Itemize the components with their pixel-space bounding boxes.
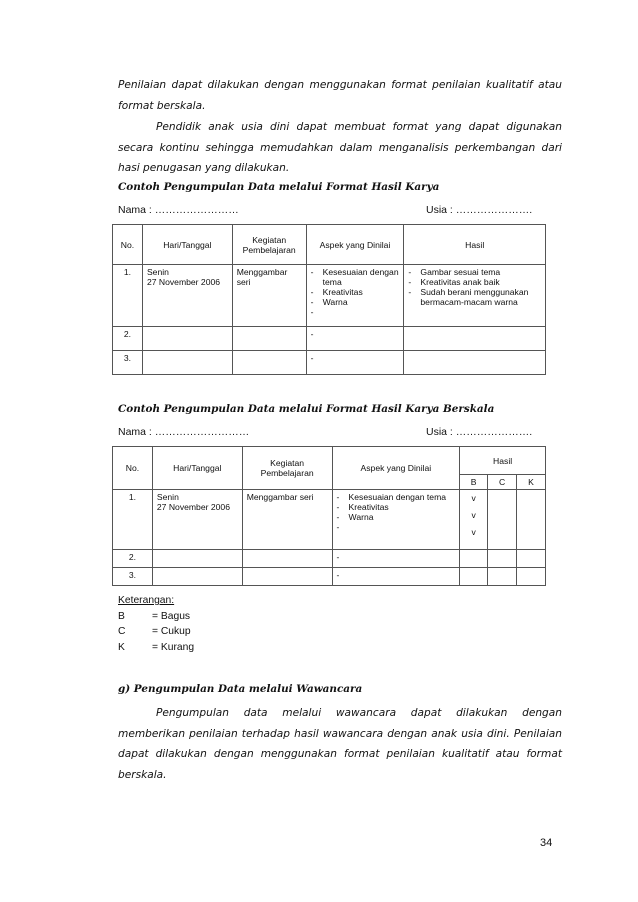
row-aspek	[306, 265, 404, 327]
format-berskala-table	[112, 446, 546, 586]
row-hari: Senin	[156, 492, 179, 502]
row-kegiatan: Menggambar seri	[242, 490, 332, 550]
table-row: 2. -	[113, 327, 546, 351]
intro-paragraph-2: Pendidik anak usia dini dapat membuat format yang dapat digunakan secara kontinu sehingga memudahkan dalam menganalisis perkembangan dari hasi penugasan yang dilakukan.	[118, 121, 562, 174]
header-kegiatan: Kegiatan Pembelajaran	[242, 447, 332, 490]
section2-heading: Contoh Pengumpulan Data melalui Format Hasil Karya Berskala	[118, 403, 495, 415]
list-item: -	[336, 522, 340, 532]
page-number: 34	[540, 837, 553, 849]
header-b: B	[460, 475, 488, 490]
row-score-b: v v v	[460, 490, 488, 550]
header-hari-tanggal: Hari/Tanggal	[142, 225, 232, 265]
table-row	[113, 490, 546, 550]
row-hari-tanggal	[152, 490, 242, 550]
list-item: - Gambar sesuai tema	[408, 267, 501, 277]
row-no: 1.	[113, 265, 143, 327]
section3-paragraph: Pengumpulan data melalui wawancara dapat dilakukan dengan memberikan penilaian terhadap hasil wawancara dengan anak usia dini. Penilaian dapat dilakukan dengan menggunakan format penilaian kualitatif atau format berskala.	[118, 707, 562, 781]
keterangan-title: Keterangan:	[118, 595, 175, 606]
section2-nama: Nama : ………………………	[118, 426, 250, 438]
list-item: K = Kurang	[118, 641, 195, 653]
row-score-k	[517, 490, 546, 550]
header-hasil: Hasil	[460, 447, 546, 475]
list-item: - Kesesuaian dengan tema	[310, 267, 399, 287]
list-item: - Kreativitas	[336, 502, 389, 512]
section2-usia: Usia : ………………….	[426, 426, 533, 438]
section1-usia: Usia : ………………….	[426, 204, 533, 216]
section1-heading: Contoh Pengumpulan Data melalui Format Hasil Karya	[118, 181, 440, 193]
row-tanggal: 27 November 2006	[146, 277, 221, 287]
row-hari-tanggal	[142, 265, 232, 327]
header-hasil: Hasil	[404, 225, 546, 265]
list-item: - Sudah berani menggunakan bermacam-macam warna	[408, 287, 529, 307]
list-item: -	[310, 307, 314, 317]
list-item: - Kreativitas	[310, 287, 363, 297]
row-aspek	[332, 490, 460, 550]
list-item: C = Cukup	[118, 626, 191, 637]
header-no: No.	[113, 225, 143, 265]
row-tanggal: 27 November 2006	[156, 502, 230, 512]
list-item: - Kreativitas anak baik	[408, 277, 500, 287]
row-score-c	[488, 490, 517, 550]
header-k: K	[517, 475, 546, 490]
header-c: C	[488, 475, 517, 490]
header-aspek: Aspek yang Dinilai	[332, 447, 460, 490]
row-no: 1.	[113, 490, 153, 550]
list-item: B = Bagus	[118, 610, 191, 622]
table-row	[113, 265, 546, 327]
section1-name-row	[118, 204, 562, 216]
table-header-row	[113, 225, 546, 265]
section3-heading: g) Pengumpulan Data melalui Wawancara	[118, 683, 363, 695]
keterangan-legend	[118, 593, 194, 655]
row-kegiatan: Menggambar seri	[232, 265, 306, 327]
header-aspek: Aspek yang Dinilai	[306, 225, 404, 265]
header-no: No.	[113, 447, 153, 490]
list-item: - Warna	[336, 512, 374, 522]
format-hasil-karya-table	[112, 224, 546, 375]
section2-name-row	[118, 426, 562, 438]
list-item: - Kesesuaian dengan tema	[336, 492, 447, 502]
list-item: - Warna	[310, 297, 348, 307]
row-hasil	[404, 265, 546, 327]
table-row: 3. -	[113, 351, 546, 375]
header-kegiatan: Kegiatan Pembelajaran	[232, 225, 306, 265]
section1-nama: Nama : ……………………	[118, 204, 239, 216]
table-row: 2. -	[113, 550, 546, 568]
row-hari: Senin	[146, 267, 169, 277]
header-hari-tanggal: Hari/Tanggal	[152, 447, 242, 490]
table-header-row	[113, 447, 546, 475]
table-row: 3. -	[113, 568, 546, 586]
intro-paragraph-1: Penilaian dapat dilakukan dengan menggunakan format penilaian kualitatif atau format berskala.	[118, 79, 562, 112]
